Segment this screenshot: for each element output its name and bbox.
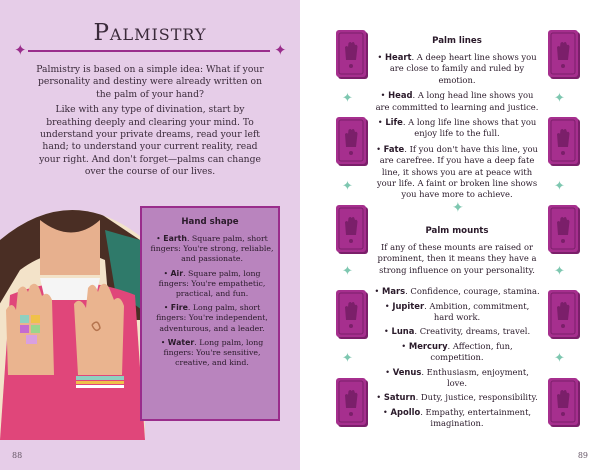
palmistry-book-icon bbox=[336, 205, 366, 252]
term: Head bbox=[388, 90, 413, 101]
list-item: • Fate. If you don't have this line, you are carefree. If you have a deep fate line, it shows you are at peace with your life. A faint or broken line shows you have more to achieve. bbox=[376, 143, 538, 200]
hand-shape-box bbox=[140, 206, 280, 421]
list-item: • Head. A long head line shows you are committed to learning and justice. bbox=[375, 90, 539, 112]
description: . Affection, fun, competition. bbox=[430, 340, 513, 363]
palmistry-book-icon bbox=[548, 378, 578, 425]
list-item: • Luna. Creativity, dreams, travel. bbox=[383, 326, 531, 337]
palmistry-book-icon bbox=[548, 117, 578, 164]
palmistry-book-icon bbox=[548, 205, 578, 252]
list-item: • Mars. Confidence, courage, stamina. bbox=[374, 286, 540, 297]
hand-shape-title: Hand shape bbox=[181, 217, 239, 227]
description: . Empathy, entertainment, imagination. bbox=[420, 406, 532, 429]
term: Air bbox=[170, 268, 184, 278]
term: Life bbox=[385, 117, 403, 128]
term: Earth bbox=[163, 234, 187, 243]
list-item: • Earth. Square palm, short fingers: You're strong, reliable, and passionate. bbox=[150, 234, 274, 264]
palmistry-book-icon bbox=[548, 30, 578, 77]
sparkle-icon: ✦ bbox=[342, 351, 353, 366]
sparkle-icon: ✦ bbox=[554, 264, 565, 279]
sparkle-icon: ✦ bbox=[452, 200, 464, 216]
term: Heart bbox=[385, 52, 412, 62]
sparkle-icon: ✦ bbox=[14, 41, 27, 59]
sparkle-icon: ✦ bbox=[342, 179, 353, 194]
term: Water bbox=[167, 337, 195, 347]
palmistry-book-icon bbox=[336, 378, 366, 425]
description: . Long palm, long fingers: You're sensitive, creative, and kind. bbox=[163, 337, 264, 368]
description: . Long palm, short fingers: You're independent, adventurous, and a leader. bbox=[156, 303, 268, 333]
list-item: • Jupiter. Ambition, commitment, hard work. bbox=[384, 300, 530, 323]
term: Apollo bbox=[390, 406, 421, 417]
description: . Creativity, dreams, travel. bbox=[414, 326, 531, 337]
description: . Square palm, short fingers: You're strong, reliable, and passionate. bbox=[150, 234, 274, 264]
sparkle-icon: ✦ bbox=[554, 91, 565, 106]
list-item: • Fire. Long palm, short fingers: You're independent, adventurous, and a leader. bbox=[156, 303, 268, 333]
sparkle-icon: ✦ bbox=[342, 264, 353, 279]
term: Mars bbox=[381, 286, 406, 297]
palm-mounts-title: Palm mounts bbox=[425, 226, 489, 236]
description: . A long head line shows you are committed to learning and justice. bbox=[375, 90, 539, 112]
term: Saturn bbox=[383, 392, 416, 403]
description: . If you don't have this line, you are carefree. If you have a deep fate line, it shows you are at peace with your life. A faint or broken line shows you have more to achieve. bbox=[376, 143, 538, 200]
description: . Confidence, courage, stamina. bbox=[405, 286, 540, 297]
description: . Duty, justice, responsibility. bbox=[415, 392, 538, 403]
palm-lines-section bbox=[374, 36, 540, 205]
list-item: • Heart. A deep heart line shows you are close to family and ruled by emotion. bbox=[377, 52, 537, 85]
description: . Enthusiasm, enjoyment, love. bbox=[421, 366, 529, 389]
sparkle-icon: ✦ bbox=[274, 41, 287, 59]
intro-paragraph-2: Like with any type of divination, start by breathing deeply and clearing your mind. To understand your private dreams, read your left hand; to understand your current reality, read your right. And don't forget—palms can change over the course of our lives. bbox=[39, 104, 261, 178]
sparkle-icon: ✦ bbox=[554, 179, 565, 194]
page-number-left: 88 bbox=[12, 451, 23, 460]
term: Jupiter bbox=[392, 300, 425, 311]
term: Fate bbox=[383, 143, 405, 154]
description: . Ambition, commitment, hard work. bbox=[424, 300, 530, 323]
term: Fire bbox=[170, 303, 188, 313]
page-title: Palmistry bbox=[93, 20, 207, 46]
palmistry-book-icon bbox=[336, 290, 366, 337]
term: Venus bbox=[392, 366, 422, 377]
intro-paragraph-1: Palmistry is based on a simple idea: What if your personality and destiny were already written on the palm of your hand? bbox=[36, 64, 264, 100]
description: . A deep heart line shows you are close to family and ruled by emotion. bbox=[389, 52, 537, 85]
palm-mounts-intro: If any of these mounts are raised or prominent, then it means they have a strong influence on your personality. bbox=[377, 242, 537, 275]
intro-text bbox=[34, 64, 266, 182]
page-number-right: 89 bbox=[577, 451, 588, 460]
list-item: • Air. Square palm, long fingers: You're empathetic, practical, and fun. bbox=[158, 268, 266, 299]
sparkle-icon: ✦ bbox=[342, 91, 353, 106]
description: . A long life line shows that you enjoy life to the full. bbox=[402, 117, 537, 139]
palm-hand-illustration bbox=[0, 200, 145, 440]
palmistry-book-icon bbox=[336, 30, 366, 77]
description: . Square palm, long fingers: You're empathetic, practical, and fun. bbox=[158, 268, 266, 299]
term: Luna bbox=[391, 326, 415, 337]
list-item: • Water. Long palm, long fingers: You're sensitive, creative, and kind. bbox=[160, 337, 264, 368]
list-item: • Venus. Enthusiasm, enjoyment, love. bbox=[385, 366, 529, 389]
term: Mercury bbox=[408, 340, 448, 351]
sparkle-icon: ✦ bbox=[554, 351, 565, 366]
list-item: • Apollo. Empathy, entertainment, imagination. bbox=[382, 406, 532, 429]
palmistry-book-icon bbox=[336, 117, 366, 164]
palm-lines-title: Palm lines bbox=[432, 36, 482, 46]
list-item: • Mercury. Affection, fun, competition. bbox=[401, 340, 513, 363]
palm-mounts-section bbox=[374, 226, 540, 433]
title-divider bbox=[28, 50, 270, 52]
list-item: • Life. A long life line shows that you enjoy life to the full. bbox=[377, 117, 537, 139]
palmistry-book-icon bbox=[548, 290, 578, 337]
hand-shape-list bbox=[150, 234, 274, 372]
list-item: • Saturn. Duty, justice, responsibility. bbox=[376, 392, 538, 403]
right-page bbox=[300, 0, 600, 470]
